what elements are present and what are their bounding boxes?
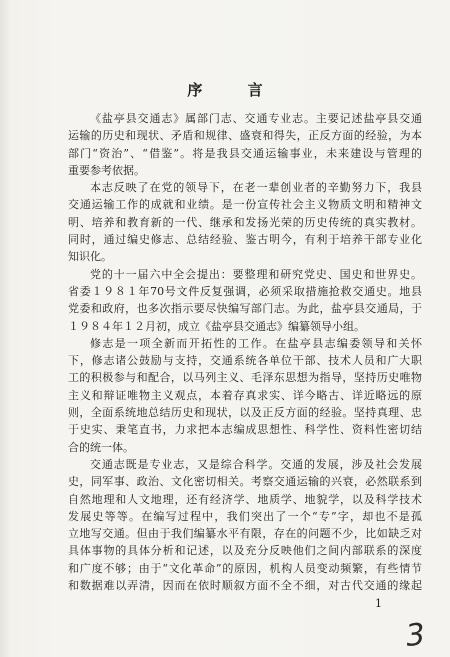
text-line: 主义和辩证唯物主义观点，本着存真求实、详今略古、详近略远的原 — [68, 388, 422, 402]
text-line: １９８４年１２月初，成立《盐亭县交通志》编纂领导小组。 — [68, 319, 365, 333]
text-line: 部门“资治”、“借鉴”。将是我县交通运输事业，未来建设与管理的 — [68, 146, 422, 160]
text-line: 下，修志诸公鼓励与支持，交通系统各单位干部、技术人员和广大职 — [68, 354, 422, 368]
text-line: 则，全面系统地总结历史和现状，以及正反方面的经验。坚持真理、忠 — [68, 406, 422, 420]
preface-paragraph-5 — [68, 456, 422, 594]
preface-paragraph-2 — [68, 179, 422, 265]
text-line: 修志是一项全新而开拓性的工作。在盐亭县志编委领导和关怀 — [90, 336, 422, 350]
page-number: 1 — [375, 597, 382, 610]
preface-paragraph-3 — [68, 266, 422, 335]
text-line: 党的十一届六中全会提出：要整理和研究党史、国史和世界史。 — [90, 267, 422, 281]
text-line: 发展史等等。在编写过程中，我们突出了一个“专”字，却也不是孤 — [68, 509, 422, 523]
text-line: 史，同军事、政治、文化密切相关。考察交通运输的兴衰，必然联系到 — [68, 475, 422, 489]
text-line: 运输的历史和现状、矛盾和规律、盛衰和得失，正反方面的经验，为本 — [68, 129, 422, 143]
text-line: 和广度不够；由于“文化革命”的原因，机构人员变动频繁，有些情节 — [68, 561, 422, 575]
page-title: 序 言 — [187, 81, 263, 99]
handwritten-page-mark: 3 — [404, 617, 427, 654]
preface-paragraph-1 — [68, 110, 422, 179]
text-line: 党委和政府，也多次指示要尽快编写部门志。为此，盐亭县交通局，于 — [68, 302, 422, 316]
text-line: 和数据难以弄清，因而在依时顺叙方面不全不细，对古代交通的缘起 — [68, 579, 422, 593]
text-line: 本志反映了在党的领导下，在老一辈创业者的辛勤努力下，我县 — [90, 181, 422, 195]
text-line: 明、培养和教育新的一代、继承和发扬光荣的历史传统的真实教材。 — [68, 215, 422, 229]
text-line: 于史实、秉笔直书，力求把本志编成思想性、科学性、资料性密切结 — [68, 423, 422, 437]
text-line: 省委１９８１年70号文件反复强调，必须采取措施抢救交通史。地县 — [68, 284, 422, 298]
preface-body — [68, 110, 422, 594]
text-line: 同时，通过编史修志、总结经验、鉴古明今，有利于培养干部专业化 — [68, 233, 422, 247]
text-line: 交通运输工作的成就和业绩。是一份宣传社会主义物质文明和精神文 — [68, 198, 422, 212]
text-line: 合的统一体。 — [68, 440, 134, 454]
text-line: 知识化。 — [68, 250, 112, 264]
text-line: 《盐亭县交通志》属部门志、交通专业志。主要记述盐亭县交通 — [90, 112, 422, 125]
text-line: 重要参考依据。 — [68, 163, 145, 177]
text-line: 具体事物的具体分析和记述，以及充分反映他们之间内部联系的深度 — [68, 544, 422, 558]
text-line: 立地写交通。但由于我们编纂水平有限，存在的问题不少，比如缺乏对 — [68, 527, 422, 541]
text-line: 交通志既是专业志，又是综合科学。交通的发展，涉及社会发展 — [90, 457, 422, 471]
text-line: 工的积极参与和配合，以马列主义、毛泽东思想为指导，坚持历史唯物 — [68, 371, 422, 385]
text-line: 自然地理和人文地理，还有经济学、地质学、地貌学，以及科学技术 — [68, 492, 422, 506]
preface-paragraph-4 — [68, 335, 422, 456]
